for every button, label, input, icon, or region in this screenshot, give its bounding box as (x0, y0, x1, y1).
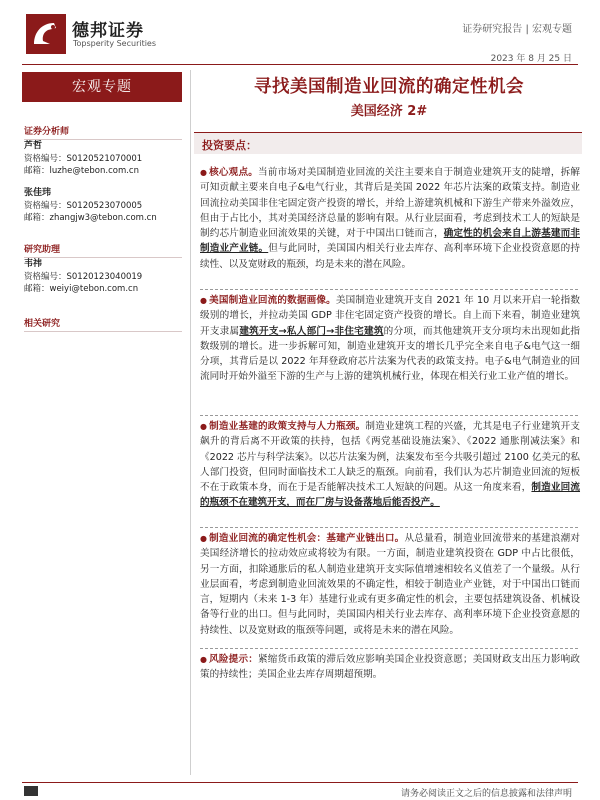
section-divider (200, 415, 578, 416)
section-divider (200, 289, 578, 290)
paragraph-lead: 制造业回流的确定性机会：基建产业链出口。 (209, 533, 405, 544)
paragraph-emphasis: 确定性的机会来自上游基建而非制造业产业链。 (200, 228, 580, 255)
assistant-section-heading: 研究助理 (24, 242, 182, 258)
analyst-email[interactable]: 邮箱：luzhe@tebon.com.cn (24, 166, 139, 176)
bullet-icon: ● (200, 422, 208, 431)
investment-points-heading: 投资要点： (202, 139, 257, 152)
analyst-card (24, 187, 184, 224)
footer-disclaimer: 请务必阅读正文之后的信息披露和法律声明 (400, 789, 572, 799)
risk-warning (200, 652, 580, 683)
section-divider (200, 527, 578, 528)
analyst-cert: 资格编号：S0120521070001 (24, 154, 143, 164)
assistant-card (24, 258, 184, 295)
brand-name: 德邦证券 (72, 21, 144, 41)
qr-code-icon (24, 786, 38, 796)
investment-points-header (194, 132, 582, 154)
assistant-name: 韦祎 (24, 259, 43, 269)
related-research-heading: 相关研究 (24, 316, 182, 332)
analyst-cert: 资格编号：S0120523070005 (24, 201, 143, 211)
column-divider (190, 70, 191, 775)
report-subtitle: 美国经济 2# (350, 104, 428, 119)
paragraph-text: 当前市场对美国制造业回流的关注主要来自于制造业建筑开支的陡增，拆解可知贡献主要来自电子&电气行业，其背后是美国 2022 年芯片法案的政策支持。制造业回流拉动美国非住宅固定资产投资的增长，并给上游建筑机械和下游生产带来外溢效应，但由于占比小，其对美国经济总量的影响有限。从行业层面看，考虑到技术工人的短缺是制约芯片制造业回流效果的关键，对于中国出口链而言， (200, 167, 581, 240)
paragraph-lead: 美国制造业回流的数据画像。 (209, 295, 336, 306)
report-title: 寻找美国制造业回流的确定性机会 (254, 77, 524, 97)
bullet-icon: ● (200, 296, 208, 305)
paragraph-text: 的分项，而其他建筑开支分项均未出现如此指数级别的增长。进一步拆解可知，制造业建筑开支的增长几乎完全来自电子&电气这一细分项，其背后是以 2022 年拜登政府芯片法案为代表的政策支持。电子&电气制造业的回流同时开始外溢至下游的生产与上游的建筑机械行业，体现在相关行业工业产值的增长。 (200, 325, 581, 383)
report-type-tag: 证券研究报告 | 宏观专题 (462, 24, 572, 35)
analyst-name: 张佳玮 (24, 188, 52, 198)
paragraph-text: 紧缩货币政策的滞后效应影响美国企业投资意愿；美国财政支出压力影响政策的持续性；美国企业去库存周期超预期。 (200, 654, 581, 681)
paragraph-text: 从总量看，制造业回流带来的基建浪潮对美国经济增长的拉动效应或将较为有限。一方面，制造业建筑投资在 GDP 中占比很低，另一方面，扣除通胀后的私人制造业建筑开支实际值增速相较名义值差了一个量级。从行业层面看，考虑到制造业回流效果的不确定性，相较于制造业产业链，对于中国出口链而言，短期内（未来 1-3 年）基建行业或有更多确定性的机会，主要包括建筑设备、机械设备等行业的出口。但与此同时，美国国内相关行业去库存、高利率环境下企业投资意愿的持续性、以及宽财政的瓶颈等问题，或将是未来的潜在风险。 (200, 533, 581, 636)
paragraph-lead: 核心观点。 (209, 167, 258, 178)
paragraph-text: 美国制造业建筑开支自 2021 年 10 月以来开启一轮指数级别的增长，并拉动美国 GDP 非住宅固定资产投资的增长。自上而下来看，制造业建筑开支隶属 (200, 295, 581, 337)
paragraph-lead: 制造业基建的政策支持与人力瓶颈。 (209, 421, 366, 432)
footer-divider (22, 782, 578, 783)
bullet-icon: ● (200, 655, 208, 664)
paragraph-emphasis: 建筑开支→私人部门→非住宅建筑 (239, 325, 384, 337)
key-point-data-profile (200, 293, 580, 385)
header-divider (22, 64, 578, 65)
brand-name-english: Topsperity Securities (73, 39, 157, 48)
company-logo (26, 14, 66, 54)
key-point-certain-opportunity (200, 531, 580, 638)
analyst-section-heading: 证券分析师 (24, 124, 182, 140)
report-date: 2023 年 8 月 25 日 (490, 54, 572, 64)
bullet-icon: ● (200, 168, 208, 177)
key-point-core-view (200, 165, 580, 272)
paragraph-text: 制造业建筑工程的兴盛，尤其是电子行业建筑开支飙升的背后离不开政策的扶持，包括《两党基础设施法案》、《2022 通胀削减法案》和《2022 芯片与科学法案》。以芯片法案为例，法案发布至今共吸引超过 2100 亿美元的私人部门投资，但同时面临技术工人缺乏的瓶颈。向前看，我们认为芯片制造业回流的短板不在于政策本身，而在于是否能解决技术工人短缺的问题。从这一角度来看， (200, 421, 581, 494)
analyst-name: 芦哲 (24, 141, 43, 151)
bullet-icon: ● (200, 534, 208, 543)
section-divider (200, 648, 578, 649)
paragraph-emphasis: 制造业回流的瓶颈不在建筑开支，而在厂房与设备落地后能否投产。 (200, 482, 581, 509)
paragraph-text: 但与此同时，美国国内相关行业去库存、高利率环境下企业投资意愿的持续性、以及宽财政的瓶颈，均是未来的潜在风险。 (200, 243, 581, 270)
paragraph-lead: 风险提示： (209, 654, 258, 665)
category-badge: 宏观专题 (22, 72, 182, 102)
assistant-email[interactable]: 邮箱：weiyi@tebon.com.cn (24, 284, 139, 294)
key-point-policy-support (200, 419, 580, 511)
assistant-cert: 资格编号：S0120123040019 (24, 272, 143, 282)
analyst-card (24, 140, 184, 177)
analyst-email[interactable]: 邮箱：zhangjw3@tebon.com.cn (24, 213, 157, 223)
